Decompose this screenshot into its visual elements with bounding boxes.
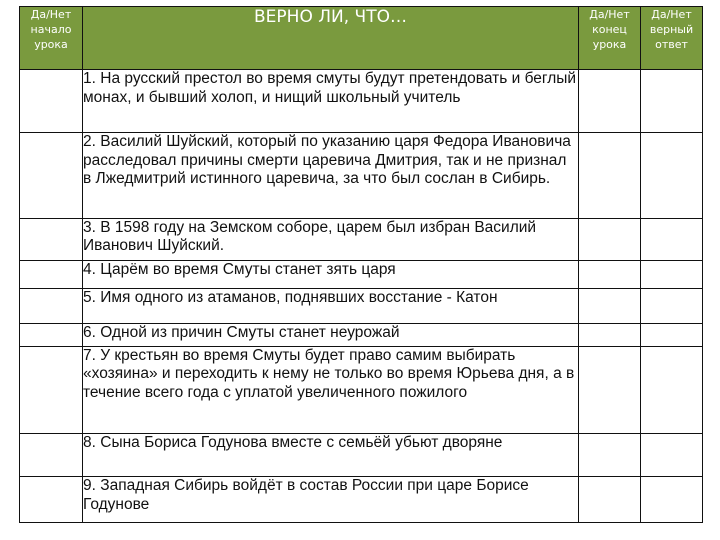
- answer-start-cell[interactable]: [20, 133, 83, 218]
- question-row-7: [20, 346, 703, 434]
- answer-end-cell[interactable]: [579, 70, 641, 133]
- question-row-6: [20, 324, 703, 346]
- answer-start-cell[interactable]: [20, 261, 83, 288]
- answer-correct-cell[interactable]: [641, 346, 703, 434]
- question-text: 7. У крестьян во время Смуты будет право самим выбирать «хозяина» и переходить к нему не только во время Юрьева дня, а в течение всего года с уплатой увеличенного пожилого: [83, 346, 579, 434]
- answer-correct-cell[interactable]: [641, 133, 703, 218]
- answer-correct-cell[interactable]: [641, 261, 703, 288]
- answer-end-cell[interactable]: [579, 133, 641, 218]
- answer-end-cell[interactable]: [579, 324, 641, 346]
- question-text: 9. Западная Сибирь войдёт в состав России при царе Борисе Годунове: [83, 477, 579, 523]
- question-text: 6. Одной из причин Смуты станет неурожай: [83, 324, 579, 346]
- answer-correct-cell[interactable]: [641, 477, 703, 523]
- header-row: [20, 7, 703, 70]
- answer-end-cell[interactable]: [579, 434, 641, 477]
- answer-start-cell[interactable]: [20, 346, 83, 434]
- question-text: 5. Имя одного из атаманов, поднявших восстание - Катон: [83, 288, 579, 324]
- answer-correct-cell[interactable]: [641, 434, 703, 477]
- answer-end-cell[interactable]: [579, 261, 641, 288]
- answer-start-cell[interactable]: [20, 324, 83, 346]
- question-row-5: [20, 288, 703, 324]
- header-correct-answer: Да/Нет верный ответ: [641, 7, 703, 70]
- header-title: [83, 7, 579, 70]
- answer-end-cell[interactable]: [579, 218, 641, 261]
- header-end-of-lesson: Да/Нет конец урока: [579, 7, 641, 70]
- header-start-of-lesson: Да/Нет начало урока: [20, 7, 83, 70]
- answer-correct-cell[interactable]: [641, 218, 703, 261]
- answer-end-cell[interactable]: [579, 288, 641, 324]
- question-row-8: [20, 434, 703, 477]
- question-row-4: [20, 261, 703, 288]
- question-text: 8. Сына Бориса Годунова вместе с семьёй убьют дворяне: [83, 434, 579, 477]
- quiz-table: [19, 6, 703, 523]
- question-row-2: [20, 133, 703, 218]
- question-text: 3. В 1598 году на Земском соборе, царем был избран Василий Иванович Шуйский.: [83, 218, 579, 261]
- answer-start-cell[interactable]: [20, 434, 83, 477]
- question-text: 2. Василий Шуйский, который по указанию царя Федора Ивановича расследовал причины смерти царевича Дмитрия, так и не признал в Лжедмитрий истинного царевича, за что был сослан в Сибирь.: [83, 133, 579, 218]
- answer-end-cell[interactable]: [579, 346, 641, 434]
- answer-end-cell[interactable]: [579, 477, 641, 523]
- question-text: 1. На русский престол во время смуты будут претендовать и беглый монах, и бывший холоп, и нищий школьный учитель: [83, 70, 579, 133]
- answer-start-cell[interactable]: [20, 70, 83, 133]
- question-row-1: [20, 70, 703, 133]
- answer-correct-cell[interactable]: [641, 288, 703, 324]
- question-row-3: [20, 218, 703, 261]
- question-row-9: [20, 477, 703, 523]
- answer-start-cell[interactable]: [20, 218, 83, 261]
- answer-correct-cell[interactable]: [641, 324, 703, 346]
- answer-start-cell[interactable]: [20, 288, 83, 324]
- answer-correct-cell[interactable]: [641, 70, 703, 133]
- question-text: 4. Царём во время Смуты станет зять царя: [83, 261, 579, 288]
- answer-start-cell[interactable]: [20, 477, 83, 523]
- title-text: ВЕРНО ЛИ, ЧТО…: [254, 7, 407, 27]
